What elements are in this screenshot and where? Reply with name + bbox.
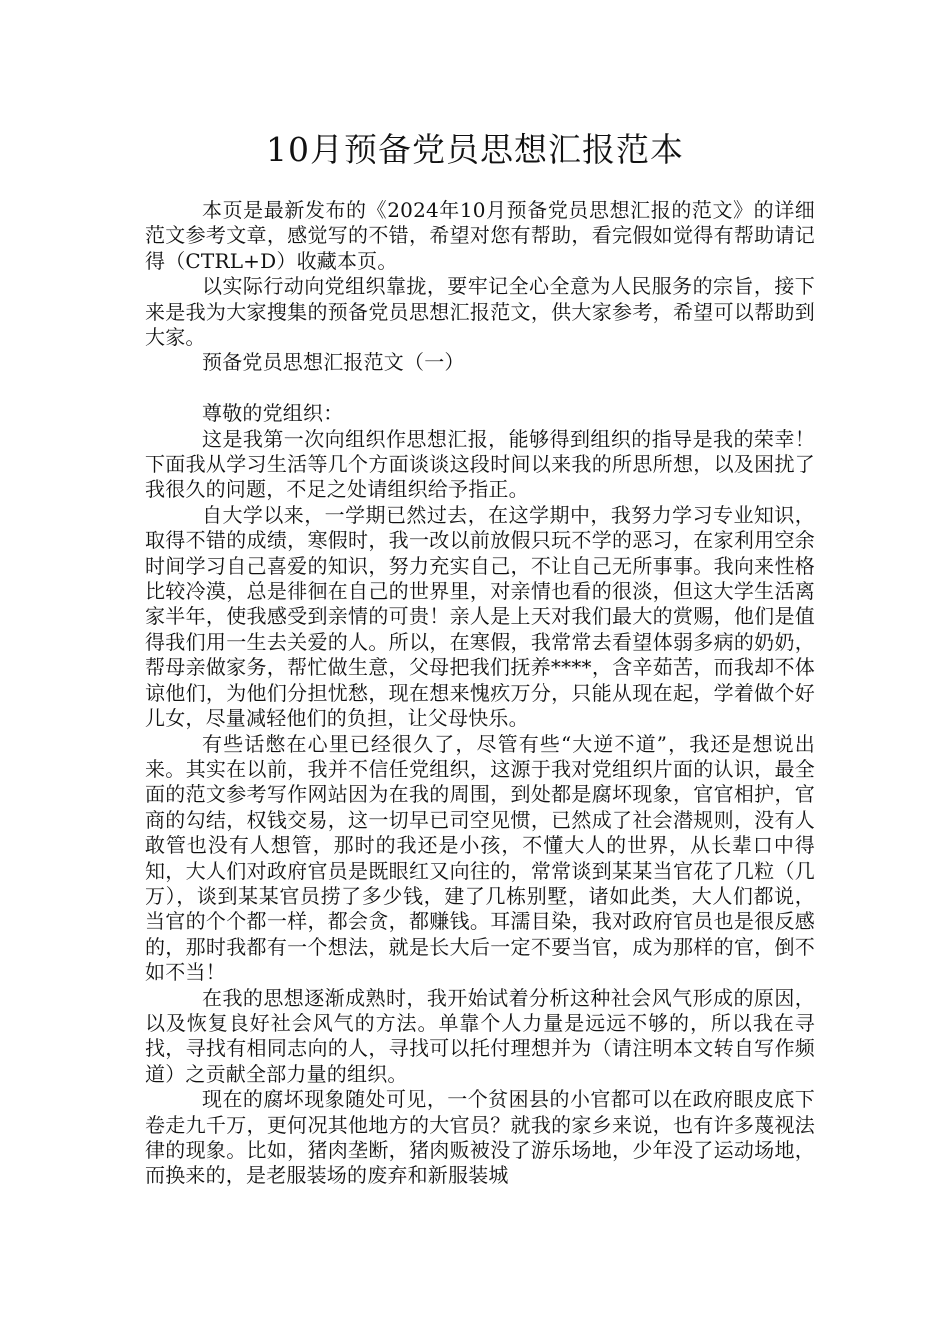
document-title: 10月预备党员思想汇报范本 <box>266 130 684 169</box>
paragraph-confession: 有些话憋在心里已经很久了，尽管有些“大逆不道”，我还是想说出来。其实在以前，我并不信任党组织，这源于我对党组织片面的认识，最全面的范文参考写作网站因为在我的周围，到处都是腐坏现象，官官相护，官商的勾结，权钱交易，这一切早已司空见惯，已然成了社会潜规则，没有人敢管也没有人想管，那时的我还是小孩，不懂大人的世界，从长辈口中得知，大人们对政府官员是既眼红又向往的，常常谈到某某当官花了几粒（几万），谈到某某官员捞了多少钱，建了几栋别墅，诸如此类，大人们都说，当官的个个都一样，都会贪，都赚钱。耳濡目染，我对政府官员也是很反感的，那时我都有一个想法，就是长大后一定不要当官，成为那样的官，倒不如不当！ <box>145 731 815 985</box>
document-body <box>145 198 815 1189</box>
section-heading: 预备党员思想汇报范文（一） <box>202 350 465 375</box>
paragraph-intro: 本页是最新发布的《2024年10月预备党员思想汇报的范文》的详细范文参考文章，感觉写的不错，希望对您有帮助，看完假如觉得有帮助请记得（CTRL+D）收藏本页。 <box>145 198 815 273</box>
salutation: 尊敬的党组织： <box>202 401 344 426</box>
paragraph-study-life: 自大学以来，一学期已然过去，在这学期中，我努力学习专业知识，取得不错的成绩，寒假时，我一改以前放假只玩不学的恶习，在家利用空余时间学习自己喜爱的知识，努力充实自己，不让自己无所事事。我向来性格比较冷漠，总是徘徊在自己的世界里，对亲情也看的很淡，但这大学生活离家半年，使我感受到亲情的可贵！亲人是上天对我们最大的赏赐，他们是值得我们用一生去关爱的人。所以，在寒假，我常常去看望体弱多病的奶奶，帮母亲做家务，帮忙做生意，父母把我们抚养****，含辛茹苦，而我却不体谅他们，为他们分担忧愁，现在想来愧疚万分，只能从现在起，学着做个好儿女，尽量减轻他们的负担，让父母快乐。 <box>145 502 815 731</box>
paragraph-opening: 这是我第一次向组织作思想汇报，能够得到组织的指导是我的荣幸！下面我从学习生活等几个方面谈谈这段时间以来我的所思所想，以及困扰了我很久的问题，不足之处请组织给予指正。 <box>145 426 815 502</box>
paragraph-lead: 以实际行动向党组织靠拢，要牢记全心全意为人民服务的宗旨，接下来是我为大家搜集的预备党员思想汇报范文，供大家参考，希望可以帮助到大家。 <box>145 274 815 350</box>
paragraph-corruption: 现在的腐坏现象随处可见，一个贫困县的小官都可以在政府眼皮底下卷走九千万，更何况其他地方的大官员？就我的家乡来说，也有许多蔑视法律的现象。比如，猪肉垄断，猪肉贩被没了游乐场地，少年没了运动场地，而换来的，是老服装场的废弃和新服装城 <box>145 1087 815 1188</box>
paragraph-maturity: 在我的思想逐渐成熟时，我开始试着分析这种社会风气形成的原因，以及恢复良好社会风气的方法。单靠个人力量是远远不够的，所以我在寻找，寻找有相同志向的人，寻找可以托付理想并为（请注明本文转自写作频道）之贡献全部力量的组织。 <box>145 985 815 1086</box>
blank-line <box>145 376 815 401</box>
